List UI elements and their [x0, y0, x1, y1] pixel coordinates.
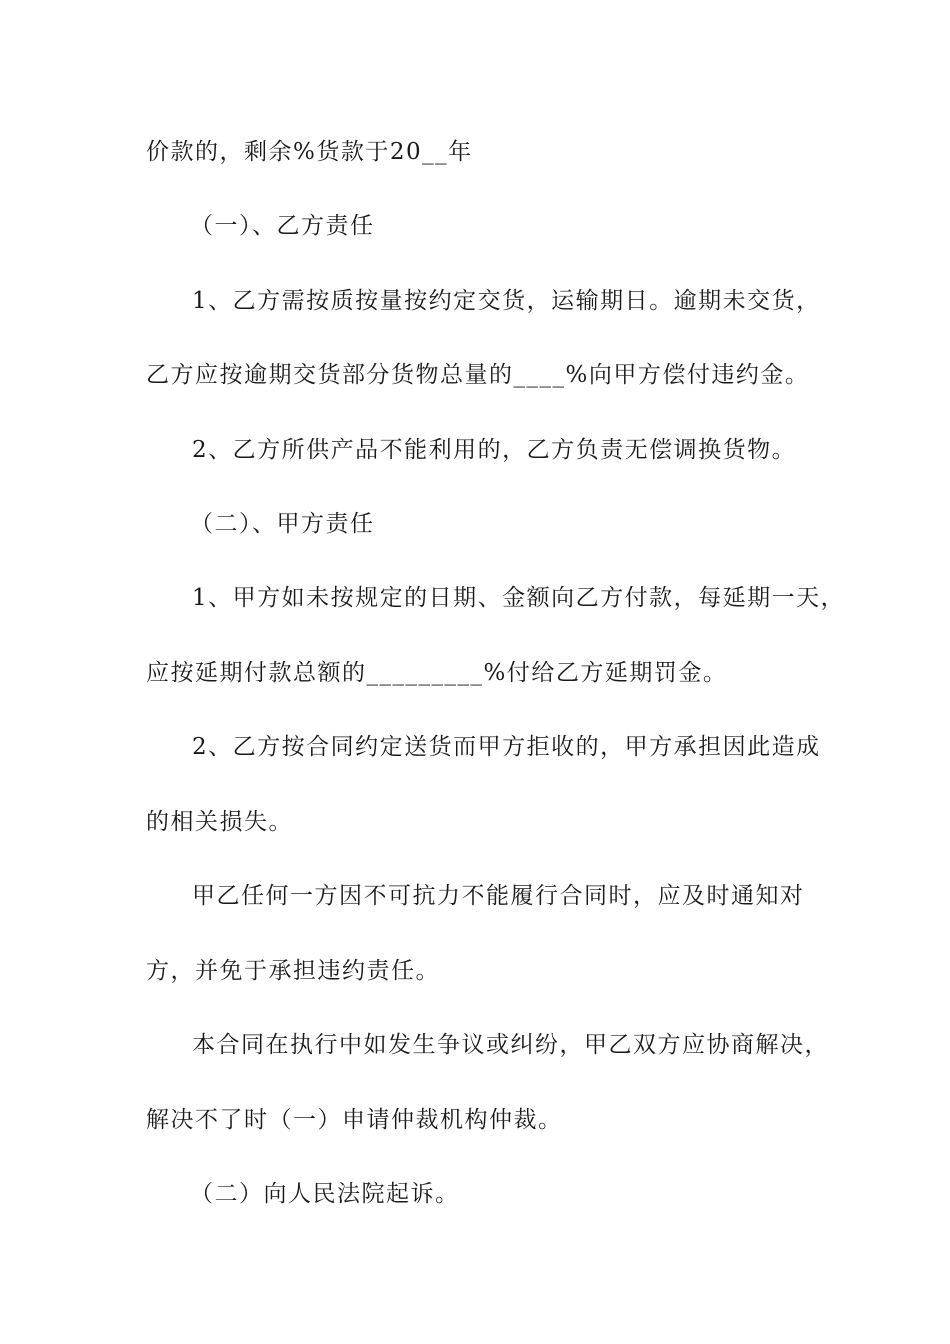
- paragraph-line-13: 本合同在执行中如发生争议或纠纷，甲乙双方应协商解决，: [192, 1032, 829, 1058]
- paragraph-line-14: 解决不了时（一）申请仲裁机构仲裁。: [146, 1107, 563, 1133]
- paragraph-line-12: 方，并免于承担违约责任。: [146, 958, 440, 984]
- paragraph-line-11: 甲乙任何一方因不可抗力不能履行合同时，应及时通知对: [192, 883, 805, 909]
- section-heading-party-b: （一）、乙方责任: [190, 213, 375, 239]
- paragraph-line-7: 1、甲方如未按规定的日期、金额向乙方付款，每延期一天，: [192, 585, 846, 611]
- paragraph-line-1: 价款的，剩余%货款于20__年: [146, 139, 473, 165]
- paragraph-line-4: 乙方应按逾期交货部分货物总量的____%向甲方偿付违约金。: [146, 362, 810, 388]
- paragraph-line-9: 2、乙方按合同约定送货而甲方拒收的，甲方承担因此造成: [192, 734, 821, 760]
- paragraph-line-15: （二）向人民法院起诉。: [190, 1181, 460, 1207]
- paragraph-line-10: 的相关损失。: [146, 809, 293, 835]
- paragraph-line-3: 1、乙方需按质按量按约定交货，运输期日。逾期未交货，: [192, 288, 821, 314]
- paragraph-line-8: 应按延期付款总额的_________%付给乙方延期罚金。: [146, 660, 728, 686]
- section-heading-party-a: （二）、甲方责任: [190, 511, 375, 537]
- paragraph-line-5: 2、乙方所供产品不能利用的，乙方负责无偿调换货物。: [192, 437, 797, 463]
